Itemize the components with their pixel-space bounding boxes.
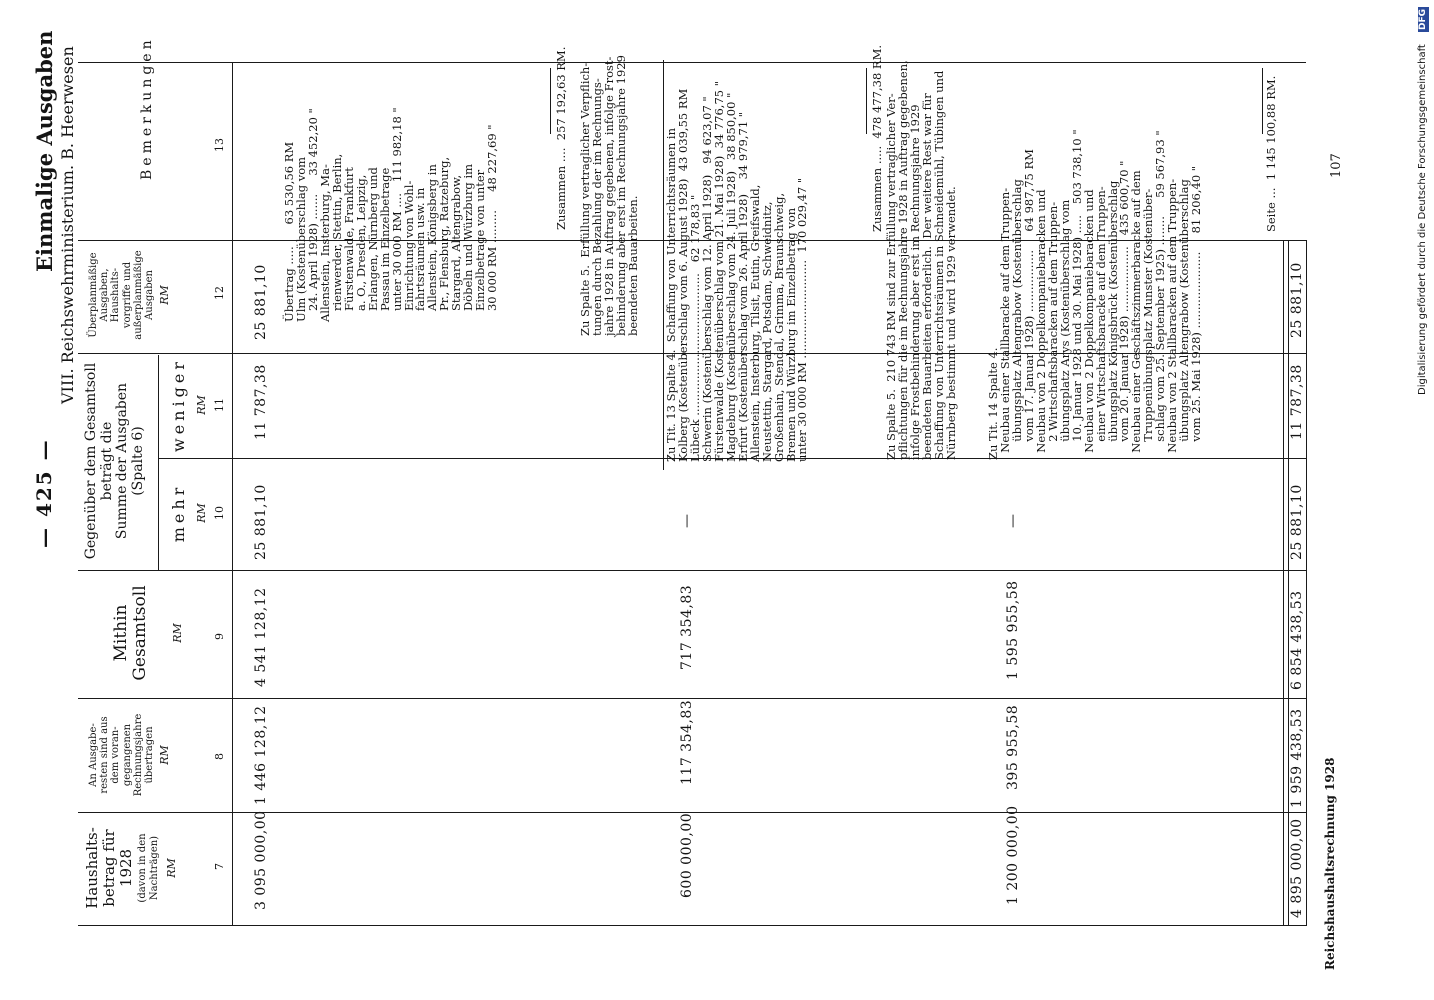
table-bottom-rule — [78, 925, 1306, 926]
remarks-sum-rule-3 — [1262, 68, 1263, 134]
remarks-block-4: Zu Spalte 5. 210 743 RM sind zur Erfüllung vertraglicher Ver- pflichtungen für die im Rechnungsjahre 1928 in Auftrag gegebenen, infolge Frostbehinderung aber erst im Rechnungsjahre 1929 beendeten Bauarbeiten erforderlich. Der weitere Rest war für Schaffung von Unterrichtsräumen in Schneidemühl, Tübingen und Nürnberg bestimmt und wird 1929 verwendet. — [884, 60, 958, 460]
column-no-8: 8 — [213, 753, 226, 760]
row1-c7: 3 095 000,00 — [253, 810, 269, 910]
column-header-11: weniger RM — [169, 358, 208, 452]
page-folio: 107 — [1329, 153, 1344, 178]
page-number: — 425 — — [32, 438, 56, 548]
outer-right-rule — [1306, 240, 1307, 926]
page-title: Einmalige Ausgaben — [32, 30, 57, 272]
remarks-block-5: Zu Tit. 14 Spalte 4. Neubau einer Stallbaracke auf dem Truppen- übungsplatz Altengrabow (Kostenüberschlag vom 17. Januar 1928) ................. 64 987,75 RM Neubau von 2 Doppelkompaniebaracken und 2 Wirtschaftsbaracken auf dem Truppen- übungsplatz Arys (Kostenüberschlag vom 10. Januar 1928 und 30. Mai 1928) ..... 503 738,10 " Neubau von 2 Doppelkompaniebaracken und einer Wirtschaftsbaracke auf dem Truppen- übungsplatz Königsbrück (Kostenüberschlag vom 20. Januar 1928) .................. 435 600,70 " Neubau einer Geschäftszimmerbaracke auf dem Truppenübungsplatz Munster (Kostenüber- schlag vom 25. September 1925) ........ 59 567,93 " Neubau von 2 Stallbaracken auf dem Truppen- übungsplatz Altengrabow (Kostenüberschlag vom 25. Mai 1928) ..................... 81 206,40 " — [986, 129, 1204, 460]
total-rule-1 — [1283, 240, 1284, 925]
row1-c12: 25 881,10 — [253, 264, 269, 340]
column-no-7: 7 — [213, 863, 226, 870]
column-no-9: 9 — [213, 633, 226, 640]
remarks-sum-1: Zusammen .... 257 192,63 RM. — [554, 46, 568, 230]
row3-c8: 395 955,58 — [1005, 704, 1021, 790]
total-c12: 25 881,10 — [1289, 262, 1305, 338]
row1-c9: 4 541 128,12 — [253, 587, 269, 687]
column-header-group: Gegenüber dem Gesamtsoll beträgt die Summe der Ausgaben (Spalte 6) — [83, 362, 147, 560]
row3-c10: — — [1005, 513, 1021, 528]
digitization-credit: Digitalisierung gefördert durch die Deutsche Forschungsgemeinschaft — [1417, 44, 1428, 395]
row2-c9: 717 354,83 — [679, 584, 695, 670]
col-rule-9-10 — [78, 570, 1306, 571]
total-c8: 1 959 438,53 — [1289, 708, 1305, 808]
row1-c11: 11 787,38 — [253, 364, 269, 440]
column-no-11: 11 — [213, 398, 226, 412]
remarks-sum-rule-1 — [550, 68, 551, 134]
column-no-13: 13 — [213, 138, 226, 152]
remarks-sum-rule-2 — [866, 68, 867, 134]
total-c9: 6 854 438,53 — [1289, 590, 1305, 690]
header-rule — [232, 62, 233, 926]
column-header-8: An Ausgabe- resten sind aus dem voran- gegangenen Rechnungsjahre übertragen RM — [88, 713, 172, 797]
remarks-block-2: Zu Spalte 5. Erfüllung vertraglicher Verpflich- tungen durch Bezahlung der im Rechnungs- jahre 1928 in Auftrag gegebenen, infolge Frost- behinderung aber erst im Rechnungsjahre 1929 beendeten Bauarbeiten. — [578, 55, 640, 336]
row3-c9: 1 595 955,58 — [1005, 580, 1021, 680]
total-c7: 4 895 000,00 — [1289, 818, 1305, 918]
dfg-logo: DFG — [1418, 8, 1428, 30]
page-footer: Reichshaushaltsrechnung 1928 — [1323, 757, 1337, 970]
column-header-7: Haushalts- betrag für 1928 (davon in den Nachträgen) RM — [83, 827, 178, 909]
row1-c8: 1 446 128,12 — [253, 705, 269, 805]
row1-c10: 25 881,10 — [253, 484, 269, 560]
subheader-rule — [158, 355, 159, 570]
remarks-sum-2: Zusammen ..... 478 477,38 RM. — [870, 44, 884, 232]
column-header-13: Bemerkungen — [139, 36, 155, 180]
row3-c7: 1 200 000,00 — [1005, 805, 1021, 905]
column-no-12: 12 — [213, 286, 226, 300]
page-subtitle: VIII. Reichswehrministerium. B. Heerwesen — [58, 46, 77, 404]
column-header-12: Überplanmäßige Ausgaben, Haushalts- vorgriffe und außerplanmäßige Ausgaben RM — [88, 250, 172, 340]
row2-c7: 600 000,00 — [679, 812, 695, 898]
column-header-10: mehr RM — [169, 483, 208, 543]
column-no-10: 10 — [213, 506, 226, 520]
total-c11: 11 787,38 — [1289, 364, 1305, 440]
remarks-block-3: Zu Tit. 13 Spalte 4. Schaffung von Unterrichtsräumen in Kolberg (Kostenüberschlag vom 6. August 1928) 43 039,55 RM Lübeck ....................................... 62 178,83 " Schwerin (Kostenüberschlag vom 12. April 1928) 94 623,07 " Fürstenwalde (Kostenüberschlag vom 21. Mai 1928) 34 776,75 " Magdeburg (Kostenüberschlag vom 24. Juli 1928) 38 850,00 " Erfurt (Kostenüberschlag vom 26. April 1928) 34 979,71 " Allenstein, Insterburg, Tilsit, Eutin, Greifswald, Neustettin, Stargard, Potsdam, Schweidnitz, Großenhain, Stendal, Grimma, Braunschweig, Bremen und Würzburg im Einzelbetrag von unter 30 000 RM ........................... 170 029,47 " — [664, 80, 810, 462]
row2-c10: — — [679, 513, 695, 528]
total-c10: 25 881,10 — [1289, 484, 1305, 560]
table-top-rule — [78, 62, 1306, 63]
remarks-block-1: Übertrag ..... 63 530,56 RM Ulm (Kostenüberschlag vom 24. April 1928) ....... 33 452,20 " Allenstein, Insterburg, Ma- rienwerder, Stettin, Berlin, Fürstenwalde, Frankfurt a. O., Dresden, Leipzig, Erlangen, Nürnberg und Passau im Einzelbetrage unter 30 000 RM .... 111 982,18 " Einrichtung von Wohl- fahrtsräumen usw. in Allenstein, Königsberg in Pr., Flensburg, Ratzeburg, Stargard, Altengrabow, Döbeln und Würzburg im Einzelbetrage von unter 30 000 RM ......... 48 227,69 " — [282, 107, 500, 322]
remarks-page-sum: Seite ... 1 145 100,88 RM. — [1264, 75, 1278, 232]
column-header-9: Mithin Gesamtsoll RM — [111, 585, 185, 681]
row2-c8: 117 354,83 — [679, 699, 695, 785]
